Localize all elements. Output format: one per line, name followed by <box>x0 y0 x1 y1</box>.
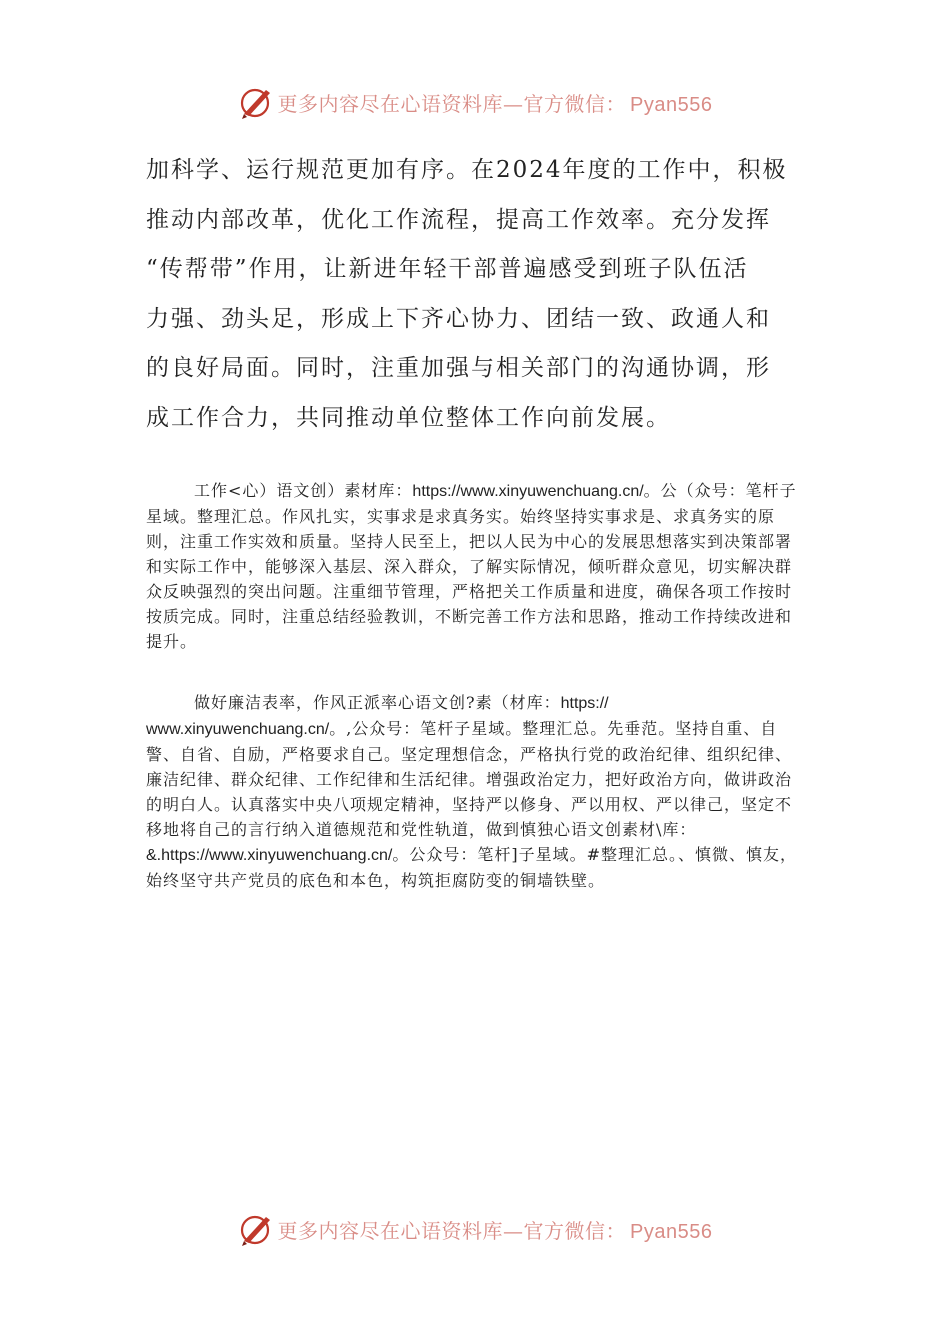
text-line: 力强、劲头足，形成上下齐心协力、团结一致、政通人和 <box>146 305 771 332</box>
banner-label: 更多内容尽在心语资料库—官方微信： <box>277 1218 627 1243</box>
para2-url-2: &.https://www.xinyuwenchuang.cn/ <box>146 847 393 864</box>
text-line: 的良好局面。同时，注重加强与相关部门的沟通协调，形 <box>146 355 771 381</box>
para1-prefix: 工作<心）语文创）素材库： <box>194 481 413 500</box>
para1-text: 。公（众号：笔杆子星域。整理汇总。作风扎实，实事求是求真务实。始终坚持实事求是、求真务实的原则，注重工作实效和质量。坚持人民至上，把以人民为中心的发展思想落实到决策部署和实际工作中，能够深入基层、深入群众，了解实际情况，倾听群众意见，切实解决群众反映强烈的突出问题。注重细节管理，严格把关工作质量和进度，确保各项工作按时按质完成。同时，注重总结经验教训，不断完善工作方法和思路，推动工作持续改进和提升。 <box>146 481 797 651</box>
para2-text-end: 。公众号：笔杆]子星域。#整理汇总。、慎微、慎友，始终坚守共产党员的底色和本色，构筑拒腐防变的铜墙铁壁。 <box>146 845 798 890</box>
text-line: “传帮带”作用，让新进年轻干部普遍感受到班子队伍活 <box>146 256 749 282</box>
text-line: 推动内部改革，优化工作流程，提高工作效率。充分发挥 <box>146 206 771 233</box>
para1-url: https://www.xinyuwenchuang.cn/ <box>412 483 644 500</box>
para2-text-mid: 。,公众号：笔杆子星域。整理汇总。先垂范。坚持自重、自警、自省、自励，严格要求自己。坚定理想信念，严格执行党的政治纪律、组织纪律、廉洁纪律、群众纪律、工作纪律和生活纪律。增强政治定力，把好政治方向，做讲政治的明白人。认真落实中央八项规定精神，坚持严以修身、严以用权、严以律己，坚定不移地将自己的言行纳入道德规范和党性轨道，做到慎独心语文创素材\库： <box>146 719 793 839</box>
banner-wechat-id: Pyan556 <box>630 1220 713 1243</box>
text-line: 加科学、运行规范更加有序。在2024年度的工作中，积极 <box>146 157 788 183</box>
pen-circle-logo-icon <box>238 1211 274 1247</box>
main-text <box>146 146 806 443</box>
header-banner <box>0 80 950 124</box>
para2-prefix: 做好廉洁表率，作风正派率心语文创?素（材库： <box>194 693 561 712</box>
paragraph-work-style <box>146 478 808 654</box>
pen-circle-logo-icon <box>238 84 274 120</box>
text-line: 成工作合力，共同推动单位整体工作向前发展。 <box>146 404 671 431</box>
banner-text <box>278 1215 713 1244</box>
banner-label: 更多内容尽在心语资料库—官方微信： <box>277 91 627 116</box>
para2-url-1: https:// www.xinyuwenchuang.cn/ <box>146 695 609 738</box>
footer-banner <box>0 1207 950 1251</box>
banner-wechat-id: Pyan556 <box>630 93 713 116</box>
banner-text <box>278 88 713 117</box>
paragraph-integrity <box>146 690 808 893</box>
